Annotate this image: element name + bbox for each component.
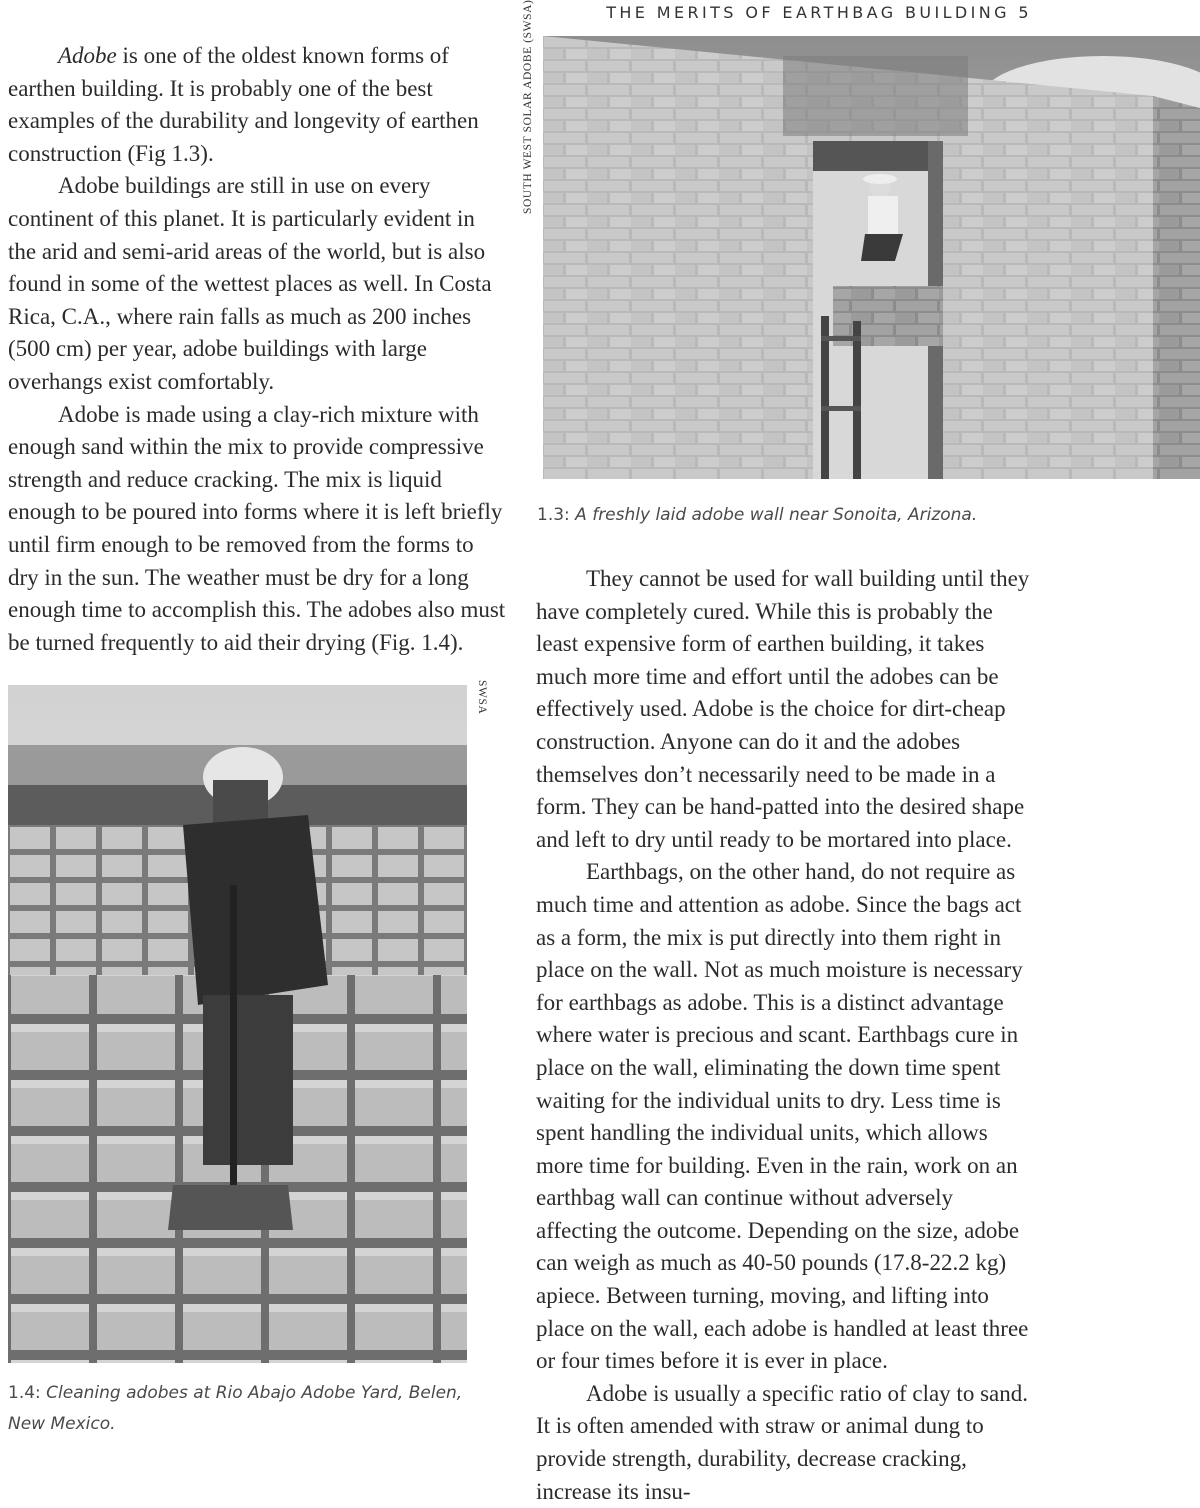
figure-number: 1.3: xyxy=(537,505,570,525)
paragraph: Earthbags, on the other hand, do not require as much time and attention as adobe. Since the bags act as a form, the mix is put directly into them right in place on the wall. Not as much moisture is necessary for earthbags as adobe. This is a distinct advantage where water is precious and scant. Earthbags cure in place on the wall, eliminating the down time spent waiting for the individual units to dry. Less time is spent handling the individual units, which allows more time for building. Even in the rain, work on an earthbag wall can continue without adversely affecting the outcome. Depending on the size, adobe can weigh as much as 40-50 pounds (17.8-22.2 kg) apiece. Between turning, moving, and lifting into place on the wall, each adobe is handled at least three or four times before it is ever in place. xyxy=(536,859,1029,1374)
paragraph-text: is one of the oldest known forms of earthen building. It is probably one of the best examples of the durability and longevity of earthen construction (Fig 1.3). xyxy=(8,43,479,166)
right-column xyxy=(536,563,1036,1508)
left-column xyxy=(8,40,508,659)
figure-1-3-photo xyxy=(543,36,1200,479)
paragraph xyxy=(8,40,508,170)
figure-1-3-credit: SOUTH WEST SOLAR ADOBE (SWSA) xyxy=(522,0,534,214)
caption-text: Cleaning adobes at Rio Abajo Adobe Yard, Belen, New Mexico. xyxy=(8,1383,463,1434)
running-head xyxy=(606,3,1032,22)
figure-1-4-credit: SWSA xyxy=(476,680,488,715)
page-number: 5 xyxy=(1018,3,1032,22)
figure-number: 1.4: xyxy=(8,1383,41,1403)
paragraph: They cannot be used for wall building until they have completely cured. While this is probably the least expensive form of earthen building, it takes much more time and effort until the adobes can be effectively used. Adobe is the choice for dirt-cheap construction. Anyone can do it and the adobes themselves don’t necessarily need to be made in a form. They can be hand-patted into the desired shape and left to dry until ready to be mortared into place. xyxy=(536,566,1030,852)
figure-1-4-caption xyxy=(8,1378,478,1440)
figure-1-4-photo xyxy=(8,685,467,1363)
caption-text: A freshly laid adobe wall near Sonoita, Arizona. xyxy=(575,505,978,525)
running-title: THE MERITS OF EARTHBAG BUILDING xyxy=(606,3,1010,22)
paragraph: Adobe is usually a specific ratio of clay to sand. It is often amended with straw or animal dung to provide strength, durability, decrease cracking, increase its insu- xyxy=(536,1380,1028,1504)
term-adobe: Adobe xyxy=(58,43,117,68)
paragraph: Adobe buildings are still in use on every continent of this planet. It is particularly evident in the arid and semi-arid areas of the world, but is also found in some of the wettest places as well. In Costa Rica, C.A., where rain falls as much as 200 inches (500 cm) per year, adobe buildings with large overhangs exist comfortably. xyxy=(8,173,492,394)
figure-1-3-caption xyxy=(537,500,1177,531)
paragraph: Adobe is made using a clay-rich mixture with enough sand within the mix to provide compressive strength and reduce cracking. The mix is liquid enough to be poured into forms where it is left briefly until firm enough to be removed from the forms to dry in the sun. The weather must be dry for a long enough time to accomplish this. The adobes also must be turned frequently to aid their drying (Fig. 1.4). xyxy=(8,401,506,655)
